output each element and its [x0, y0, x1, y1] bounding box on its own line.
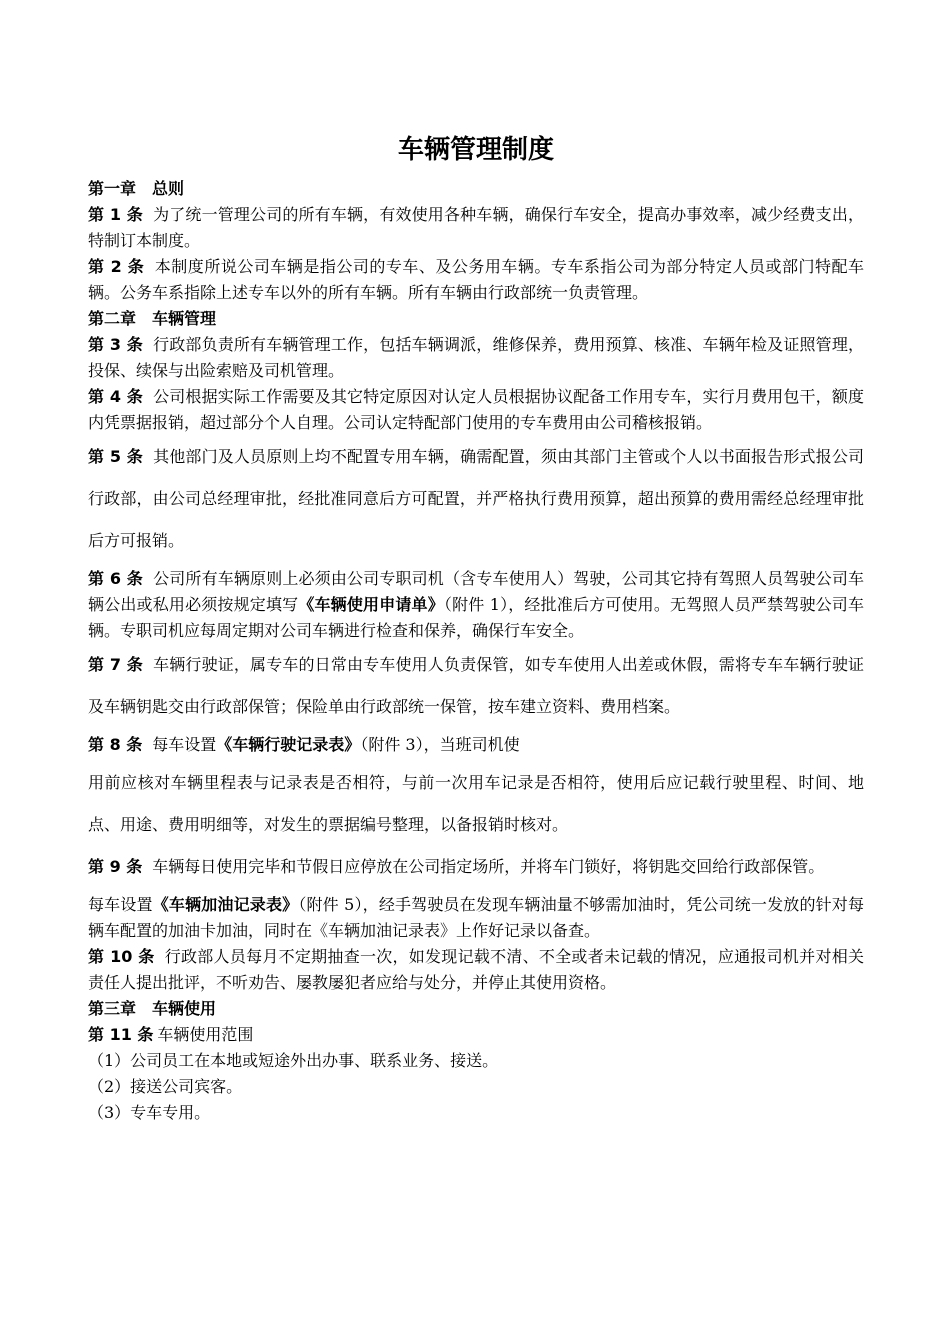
paragraph-text-cont: （附件 5），经手驾驶员在发现车辆油量不够需加油时，凭公司统一发放的针对每辆车配置的加油卡加油，同时在《车辆加油记录表》上作好记录以备查。	[88, 895, 864, 940]
article-text-cont: （附件 1），经批准后方可使用。无驾照人员严禁驾驶公司车辆。专职司机应每周定期对公司车辆进行检查和保养，确保行车安全。	[88, 595, 864, 640]
chapter-2-heading: 第二章 车辆管理	[88, 309, 217, 328]
chapter-3-heading: 第三章 车辆使用	[88, 999, 217, 1018]
article-text: 行政部人员每月不定期抽查一次，如发现记载不清、不全或者未记载的情况，应通报司机并对相关责任人提出批评，不听劝告、屡教屡犯者应给与处分，并停止其使用资格。	[88, 947, 864, 992]
chapter-1-heading: 第一章 总则	[88, 179, 185, 198]
article-number: 第 8 条	[88, 735, 143, 754]
document-page	[88, 130, 864, 1126]
article-6	[88, 566, 864, 644]
list-item: （1）公司员工在本地或短途外出办事、联系业务、接送。	[88, 1051, 499, 1070]
list-item: （3）专车专用。	[88, 1103, 211, 1122]
article-text: 每车设置	[152, 735, 217, 754]
article-text: 公司所有车辆原则上必须由公司专职司机（含专车使用人）驾驶，公司其它持有驾照人员驾驶公司车辆公出或私用必须按规定填写	[88, 569, 864, 614]
article-number: 第 2 条	[88, 257, 145, 276]
article-number: 第 1 条	[88, 205, 143, 224]
article-10	[88, 944, 864, 996]
article-number: 第 3 条	[88, 335, 143, 354]
article-4	[88, 384, 864, 436]
article-number: 第 11 条	[88, 1025, 154, 1044]
paragraph-text: 每车设置	[88, 895, 153, 914]
article-text: 为了统一管理公司的所有车辆，有效使用各种车辆，确保行车安全，提高办事效率，减少经费支出，特制订本制度。	[88, 205, 864, 250]
form-name: 《车辆加油记录表》	[152, 895, 299, 914]
article-8-continued: 用前应核对车辆里程表与记录表是否相符，与前一次用车记录是否相符，使用后应记载行驶里程、时间、地点、用途、费用明细等，对发生的票据编号整理，以备报销时核对。	[88, 773, 864, 834]
article-text: 车辆每日使用完毕和节假日应停放在公司指定场所，并将车门锁好，将钥匙交回给行政部保管。	[152, 857, 825, 876]
article-number: 第 9 条	[88, 857, 143, 876]
article-7	[88, 644, 864, 728]
article-1	[88, 202, 864, 254]
article-11	[88, 1022, 864, 1048]
article-number: 第 7 条	[88, 655, 143, 674]
article-9	[88, 846, 864, 888]
form-name: 《车辆使用申请单》	[298, 595, 444, 614]
article-8	[88, 728, 864, 762]
article-text: 车辆行驶证，属专车的日常由专车使用人负责保管，如专车使用人出差或休假，需将专车车辆行驶证及车辆钥匙交由行政部保管；保险单由行政部统一保管，按车建立资料、费用档案。	[88, 655, 864, 716]
article-text: 车辆使用范围	[157, 1025, 254, 1044]
list-item: （2）接送公司宾客。	[88, 1077, 243, 1096]
article-text: 行政部负责所有车辆管理工作，包括车辆调派，维修保养，费用预算、核准、车辆年检及证照管理，投保、续保与出险索赔及司机管理。	[88, 335, 864, 380]
article-text: 公司根据实际工作需要及其它特定原因对认定人员根据协议配备工作用专车，实行月费用包干，额度内凭票据报销，超过部分个人自理。公司认定特配部门使用的专车费用由公司稽核报销。	[88, 387, 864, 432]
article-number: 第 4 条	[88, 387, 143, 406]
article-number: 第 6 条	[88, 569, 143, 588]
article-text: 本制度所说公司车辆是指公司的专车、及公务用车辆。专车系指公司为部分特定人员或部门特配车辆。公务车系指除上述专车以外的所有车辆。所有车辆由行政部统一负责管理。	[88, 257, 864, 302]
form-name: 《车辆行驶记录表》	[216, 735, 361, 754]
fuel-record-paragraph	[88, 892, 864, 944]
article-2	[88, 254, 864, 306]
article-number: 第 5 条	[88, 447, 143, 466]
article-5	[88, 436, 864, 562]
article-3	[88, 332, 864, 384]
article-text-cont: （附件 3），当班司机使	[360, 735, 520, 754]
page-title: 车辆管理制度	[397, 135, 554, 165]
article-text: 其他部门及人员原则上均不配置专用车辆，确需配置，须由其部门主管或个人以书面报告形式报公司行政部，由公司总经理审批，经批准同意后方可配置，并严格执行费用预算，超出预算的费用需经总经理审批后方可报销。	[88, 447, 864, 550]
article-number: 第 10 条	[88, 947, 155, 966]
